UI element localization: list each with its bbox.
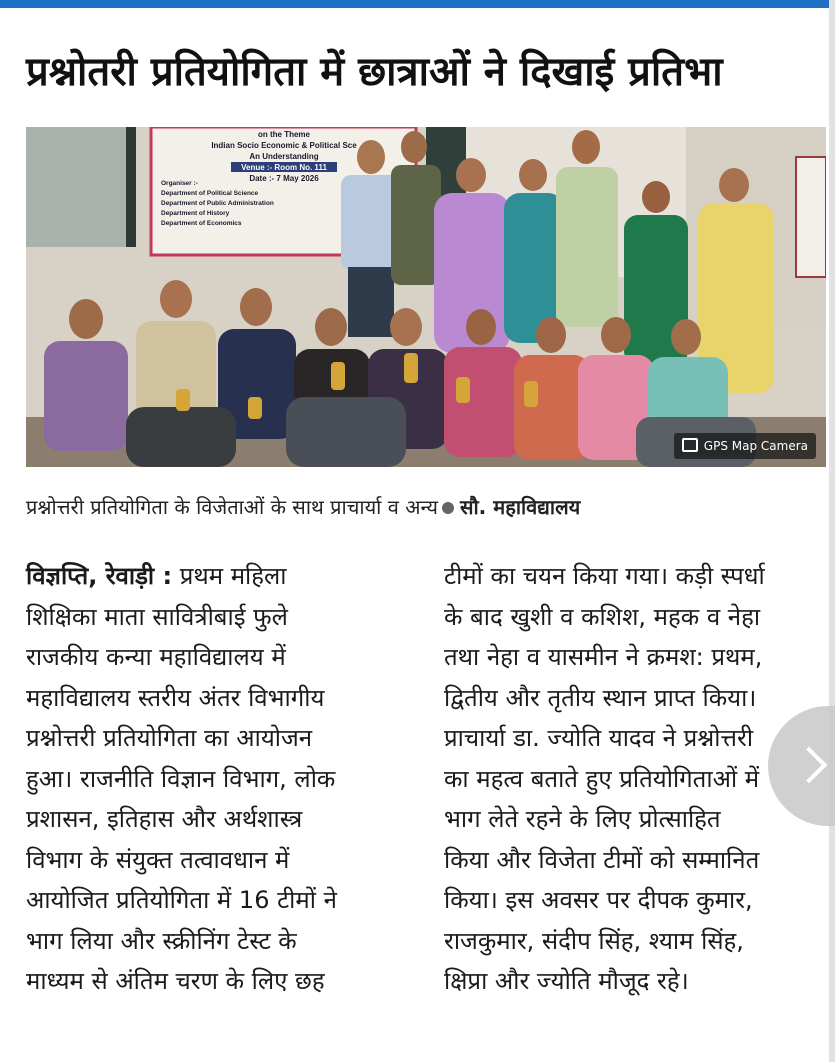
article-line: विज्ञप्ति, रेवाड़ी : प्रथम महिला	[26, 562, 287, 590]
article-line: द्वितीय और तृतीय स्थान प्राप्त किया।	[444, 683, 757, 712]
article-line: किया। इस अवसर पर दीपक कुमार,	[444, 886, 753, 914]
article-line: प्रश्नोत्तरी प्रतियोगिता का आयोजन	[26, 724, 313, 752]
banner-text-line: Venue :- Room No. 111	[241, 163, 327, 172]
article-line: भाग लेते रहने के लिए प्रोत्साहित	[444, 805, 721, 833]
article-line: टीमों का चयन किया गया। कड़ी स्पर्धा	[444, 562, 765, 590]
article-line: प्राचार्या डा. ज्योति यादव ने प्रश्नोत्तरी	[444, 724, 754, 752]
camera-icon	[682, 438, 698, 452]
article-line: राजकीय कन्या महाविद्यालय में	[26, 643, 286, 671]
bullet-icon	[442, 502, 454, 514]
banner-text-line: Date :- 7 May 2026	[249, 174, 319, 183]
top-accent-bar	[0, 0, 835, 8]
article-column-left	[26, 556, 406, 1002]
article-line: का महत्व बताते हुए प्रतियोगिताओं में	[444, 764, 760, 793]
banner-text-line: Organiser :-	[161, 180, 198, 187]
article-line: आयोजित प्रतियोगिता में 16 टीमों ने	[26, 886, 337, 914]
article-line: क्षिप्रा और ज्योति मौजूद रहे।	[444, 967, 689, 995]
article-line: महाविद्यालय स्तरीय अंतर विभागीय	[26, 683, 325, 712]
article-line: माध्यम से अंतिम चरण के लिए छह	[26, 967, 325, 995]
photo-credit: सौ. महाविद्यालय	[459, 495, 581, 519]
banner-text-line: on the Theme	[257, 130, 311, 139]
headline: प्रश्नोतरी प्रतियोगिता में छात्राओं ने दिखाई प्रतिभा	[26, 49, 723, 95]
caption-text: प्रश्नोत्तरी प्रतियोगिता के विजेताओं के साथ प्राचार्या व अन्य	[26, 495, 438, 519]
right-edge-shadow	[829, 0, 835, 1062]
article-column-right	[444, 556, 824, 1002]
gps-map-camera-watermark: GPS Map Camera	[674, 433, 816, 459]
article-line: भाग लिया और स्क्रीनिंग टेस्ट के	[26, 926, 297, 955]
banner-text-line: Department of History	[161, 210, 230, 217]
banner-text-line: An Understanding	[249, 152, 319, 161]
article-line: किया और विजेता टीमों को सम्मानित	[444, 845, 760, 874]
article-line: तथा नेहा व यासमीन ने क्रमश: प्रथम,	[444, 643, 763, 671]
article-line: के बाद खुशी व कशिश, महक व नेहा	[444, 602, 761, 631]
chevron-right-icon	[791, 747, 828, 784]
news-photo[interactable]	[26, 127, 826, 467]
banner-text-line: Indian Socio Economic & Political Sce	[211, 141, 357, 150]
article-line: प्रशासन, इतिहास और अर्थशास्त्र	[26, 805, 303, 833]
banner-text-line: Department of Economics	[161, 220, 242, 227]
article-line: शिक्षिका माता सावित्रीबाई फुले	[26, 602, 288, 631]
article-line: राजकुमार, संदीप सिंह, श्याम सिंह,	[444, 926, 744, 955]
article-line: हुआ। राजनीति विज्ञान विभाग, लोक	[26, 764, 336, 793]
banner-text-line: Department of Public Administration	[161, 200, 274, 207]
dateline: विज्ञप्ति, रेवाड़ी :	[26, 562, 173, 590]
photo-caption	[26, 492, 816, 522]
article-line: विभाग के संयुक्त तत्वावधान में	[26, 845, 290, 874]
banner-text-line: Department of Political Science	[161, 190, 259, 197]
group-photo-illustration	[26, 127, 826, 467]
